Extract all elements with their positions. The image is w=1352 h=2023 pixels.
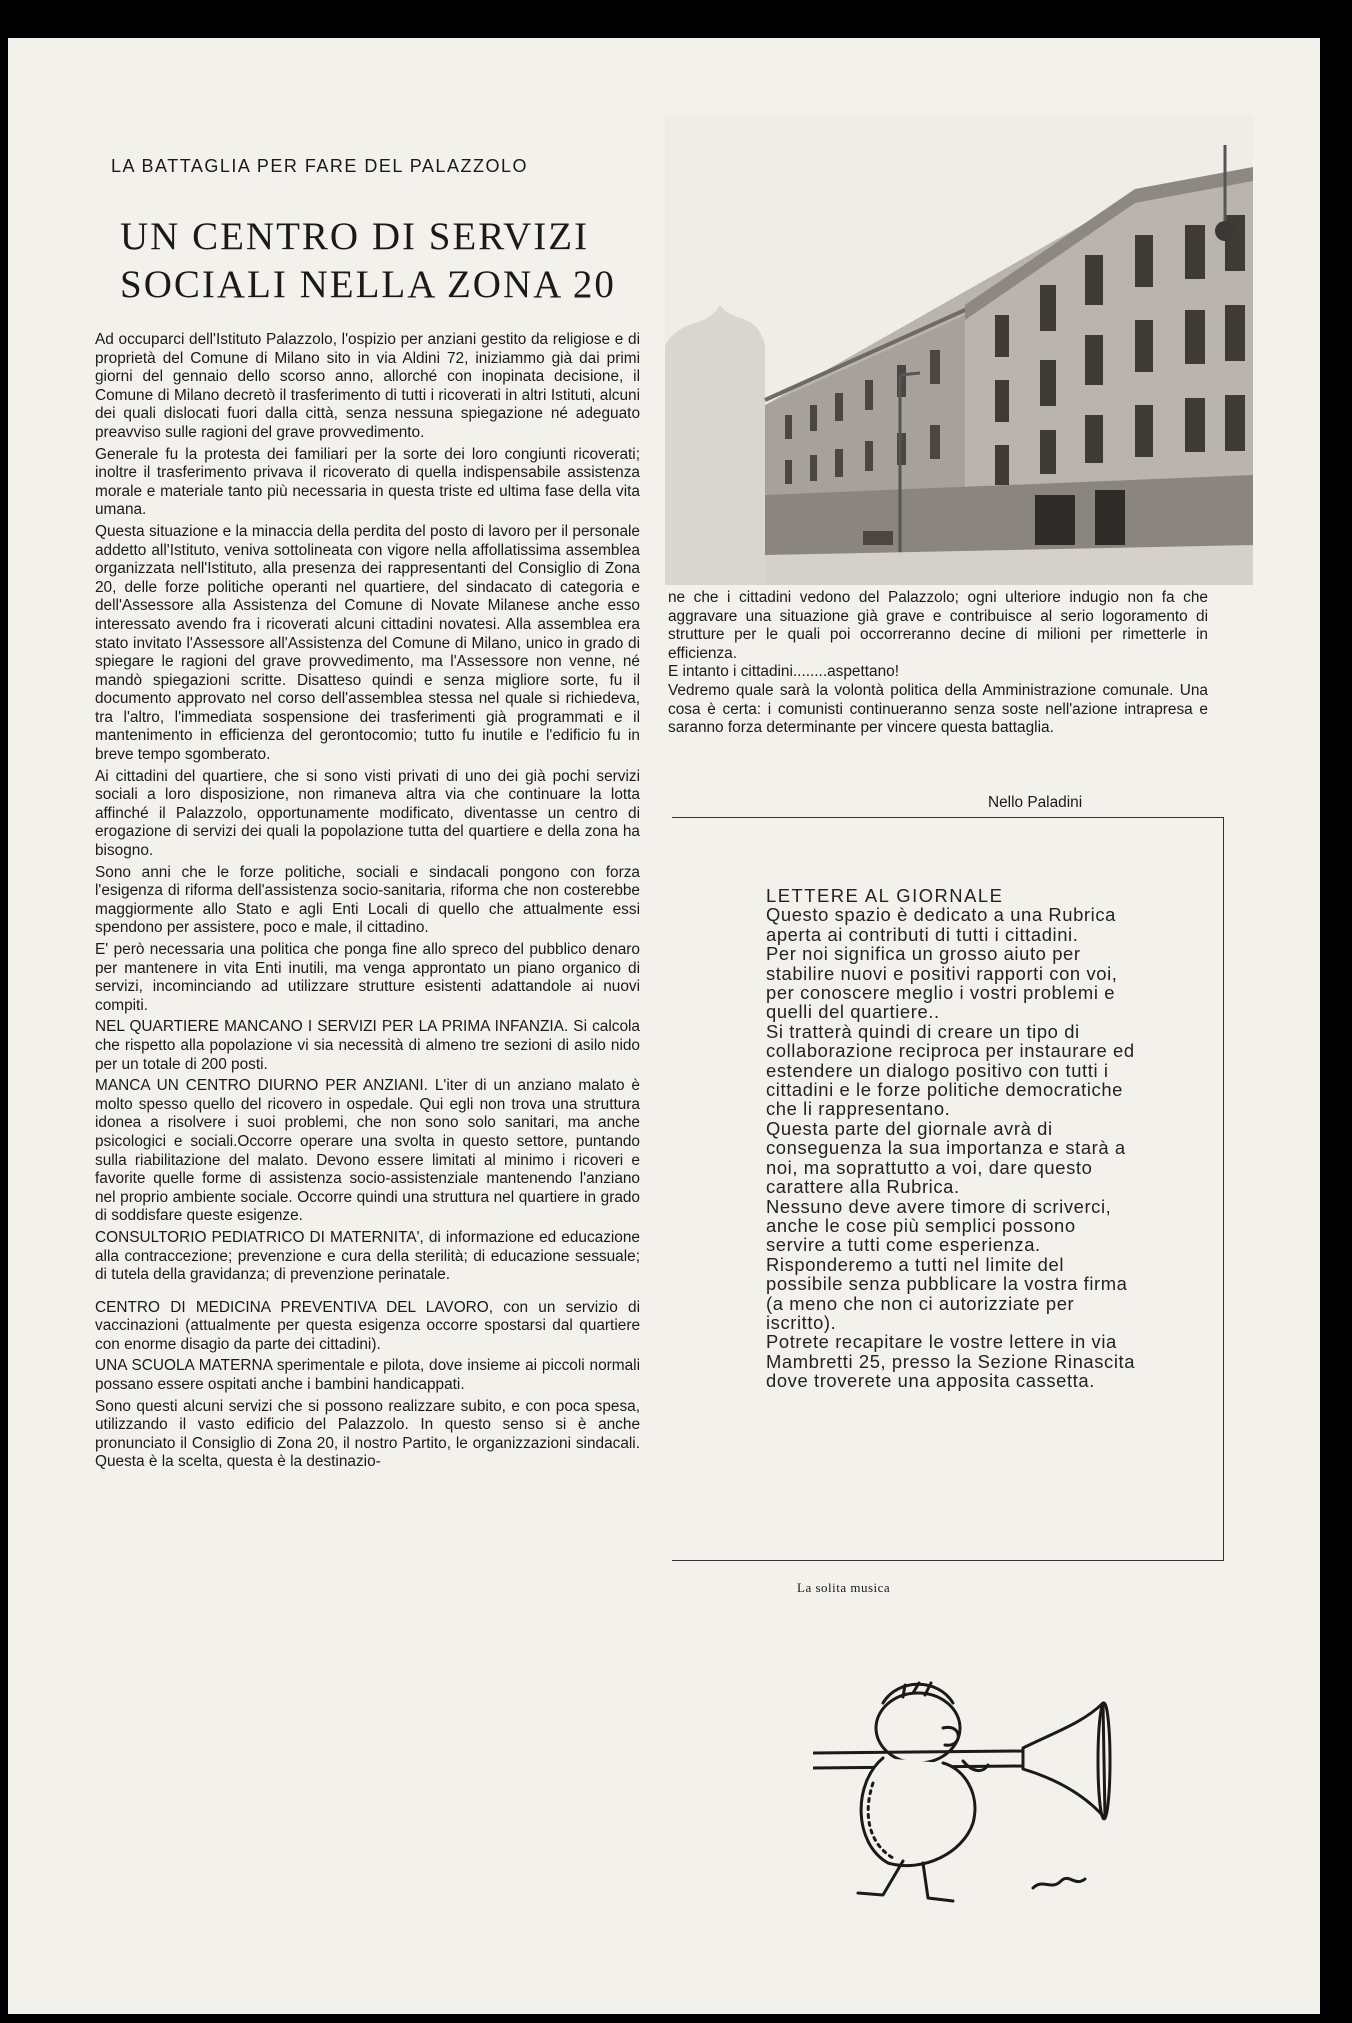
article-paragraph: NEL QUARTIERE MANCANO I SERVIZI PER LA PRIMA INFANZIA. Si calcola che rispetto alla popolazione vi sia necessità di almeno tre sezioni di asilo nido per un totale di 200 posti. — [95, 1018, 640, 1073]
article-paragraph: ne che i cittadini vedono del Palazzolo; ogni ulteriore indugio non fa che aggravare una situazione già grave e contribuisce al serio logoramento di strutture per le quali poi occorreranno decine di milioni per rimetterle in efficienza. — [668, 589, 1208, 662]
letters-paragraph: Questa parte del giornale avrà di conseguenza la sua importanza e starà a noi, ma soprattutto a voi, dare questo carattere alla Rubrica. — [766, 1117, 1126, 1198]
palazzolo-building-photo — [665, 115, 1253, 585]
newspaper-page — [8, 38, 1320, 2014]
article-paragraph: Sono questi alcuni servizi che si possono realizzare subito, e con poca spesa, utilizzando il vasto edificio del Palazzolo. In questo senso si è anche pronunciato il Consiglio di Zona 20, il nostro Partito, le organizzazioni sindacali. Questa è la scelta, questa è la destinazio- — [95, 1397, 640, 1471]
article-paragraph: Sono anni che le forze politiche, sociali e sindacali pongono con forza l'esigenza di riforma dell'assistenza socio-sanitaria, riforma che non costerebbe maggiormente allo Stato e agli Enti Locali di quello che attualmente essi spendono per assistere, poco e male, il cittadino. — [95, 863, 640, 937]
article-paragraph: E intanto i cittadini........aspettano! — [668, 663, 899, 681]
letters-paragraph: Si tratterà quindi di creare un tipo di collaborazione reciproca per instaurare ed estendere un dialogo positivo con tutti i cittadini e le forze politiche democratiche che li rappresentano. — [766, 1020, 1135, 1120]
letters-paragraph: Nessuno deve avere timore di scriverci, anche le cose più semplici possono servire a tutti come esperienza. — [766, 1195, 1112, 1256]
article-paragraph: Ai cittadini del quartiere, che si sono visti privati di uno dei già pochi servizi sociali a loro disposizione, non rimaneva altra via che continuare la lotta affinché il Palazzolo, opportunamente modificato, diventasse un centro di erogazione di servizi dei quali la popolazione tutta del quartiere e della zona ha bisogno. — [95, 767, 640, 860]
headline-line-1: UN CENTRO DI SERVIZI — [120, 215, 590, 258]
letters-paragraph: Potrete recapitare le vostre lettere in via Mambretti 25, presso la Sezione Rinascita dove troverete una apposita cassetta. — [766, 1331, 1136, 1392]
article-paragraph: CONSULTORIO PEDIATRICO DI MATERNITA', di informazione ed educazione alla contraccezione; prevenzione e cura della sterilità; di educazione sessuale; di tutela della gravidanza; di prevenzione perinatale. — [95, 1228, 640, 1284]
article-paragraph: MANCA UN CENTRO DIURNO PER ANZIANI. L'iter di un anziano malato è molto spesso quello del ricovero in ospedale. Qui egli non trova una struttura idonea a risolvere i suoi problemi, che non sono solo sanitari, ma anche psicologici e sociali.Occorre operare una svolta in questo settore, puntando sulla riabilitazione del malato. Devono essere limitati al minimo i ricoveri e favorite quelle forme di assistenza socio-assistenziale mantenendo l'anziano nel proprio ambiente sociale. Occorre quindi una struttura nel quartiere in grado di soddisfare queste esigenze. — [95, 1077, 640, 1225]
letters-to-editor-box — [766, 886, 1136, 1391]
article-paragraph: CENTRO DI MEDICINA PREVENTIVA DEL LAVORO, con un servizio di vaccinazioni (attualmente per questa esigenza occorre spostarsi dal quartiere con enorme disagio da parte dei cittadini). — [95, 1298, 640, 1353]
article-paragraph: Ad occuparci dell'Istituto Palazzolo, l'ospizio per anziani gestito da religiose e di proprietà del Comune di Milano sito in via Aldini 72, iniziammo già dai primi giorni del gennaio dello scorso anno, allorché con inopinata decisione, il Comune di Milano decretò il trasferimento di tutti i ricoverati in altri Istituti, alcuni dei quali dislocati fuori dalla città, senza nessuna spiegazione né adeguato preavviso sulle ragioni del grave provvedimento. — [95, 331, 640, 441]
article-body-left-column — [95, 331, 640, 1475]
article-paragraph: UNA SCUOLA MATERNA sperimentale e pilota, dove insieme ai piccoli normali possano essere ospitati anche i bambini handicappati. — [95, 1357, 640, 1394]
trombone-player-cartoon — [813, 1673, 1113, 1913]
article-body-right-column — [668, 589, 1208, 738]
article-paragraph: Vedremo quale sarà la volontà politica della Amministrazione comunale. Una cosa è certa: i comunisti continueranno senza soste nell'azione intrapresa e saranno forza determinante per vincere questa battaglia. — [668, 681, 1208, 737]
article-paragraph: Generale fu la protesta dei familiari per la sorte dei loro congiunti ricoverati; inoltre il trasferimento privava il ricoverato di quella indispensabile assistenza morale e materiale tanto più necessaria in questa triste ed ultima fase della vita umana. — [95, 445, 640, 519]
headline-line-2: SOCIALI NELLA ZONA 20 — [120, 263, 616, 306]
article-paragraph: Questa situazione e la minaccia della perdita del posto di lavoro per il personale addetto all'Istituto, veniva sottolineata con vigore nella affollatissima assemblea organizzata nell'Istituto, alla presenza dei rappresentanti del Consiglio di Zona 20, delle forze politiche operanti nel quartiere, del sindacato di categoria e dell'Assessore alla Assistenza del Comune di Novate Milanese anche esso interessato avendo fra i ricoverati alcuni cittadini novatesi. Alla assemblea era stato invitato l'Assessore all'Assistenza del Comune di Milano, unico in grado di spiegare le ragioni del grave provvedimento, ma l'Assessore non venne, né mandò spiegazioni scritte. Disatteso quindi e senza migliore sorte, fu il documento approvato nel corso dell'assemblea stessa nel quale si richiedeva, tra l'altro, l'immediata sospensione dei trasferimenti già programmati e il mantenimento in efficienza del gerontocomio; tutto fu inutile e l'edificio fu in breve tempo sgomberato. — [95, 522, 640, 764]
cartoon-caption: La solita musica — [797, 1580, 891, 1595]
article-headline — [120, 213, 640, 309]
article-signature: Nello Paladini — [988, 794, 1083, 811]
article-kicker: LA BATTAGLIA PER FARE DEL PALAZZOLO — [111, 156, 528, 176]
letters-title: LETTERE AL GIORNALE — [766, 885, 1004, 906]
letters-paragraph: Risponderemo a tutti nel limite del possibile senza pubblicare la vostra firma (a meno che non ci autorizziate per iscritto). — [766, 1253, 1128, 1333]
article-paragraph: E' però necessaria una politica che ponga fine allo spreco del pubblico denaro per mantenere in vita Enti inutili, ma venga approntato un piano organico di servizi, incominciando ad utilizzare strutture esistenti adattandole ai nuovi compiti. — [95, 941, 640, 1014]
letters-paragraph: Per noi significa un grosso aiuto per stabilire nuovi e positivi rapporti con voi, per conoscere meglio i vostri problemi e quelli del quartiere.. — [766, 943, 1118, 1023]
letters-paragraph: Questo spazio è dedicato a una Rubrica aperta ai contributi di tutti i cittadini. — [766, 904, 1116, 945]
